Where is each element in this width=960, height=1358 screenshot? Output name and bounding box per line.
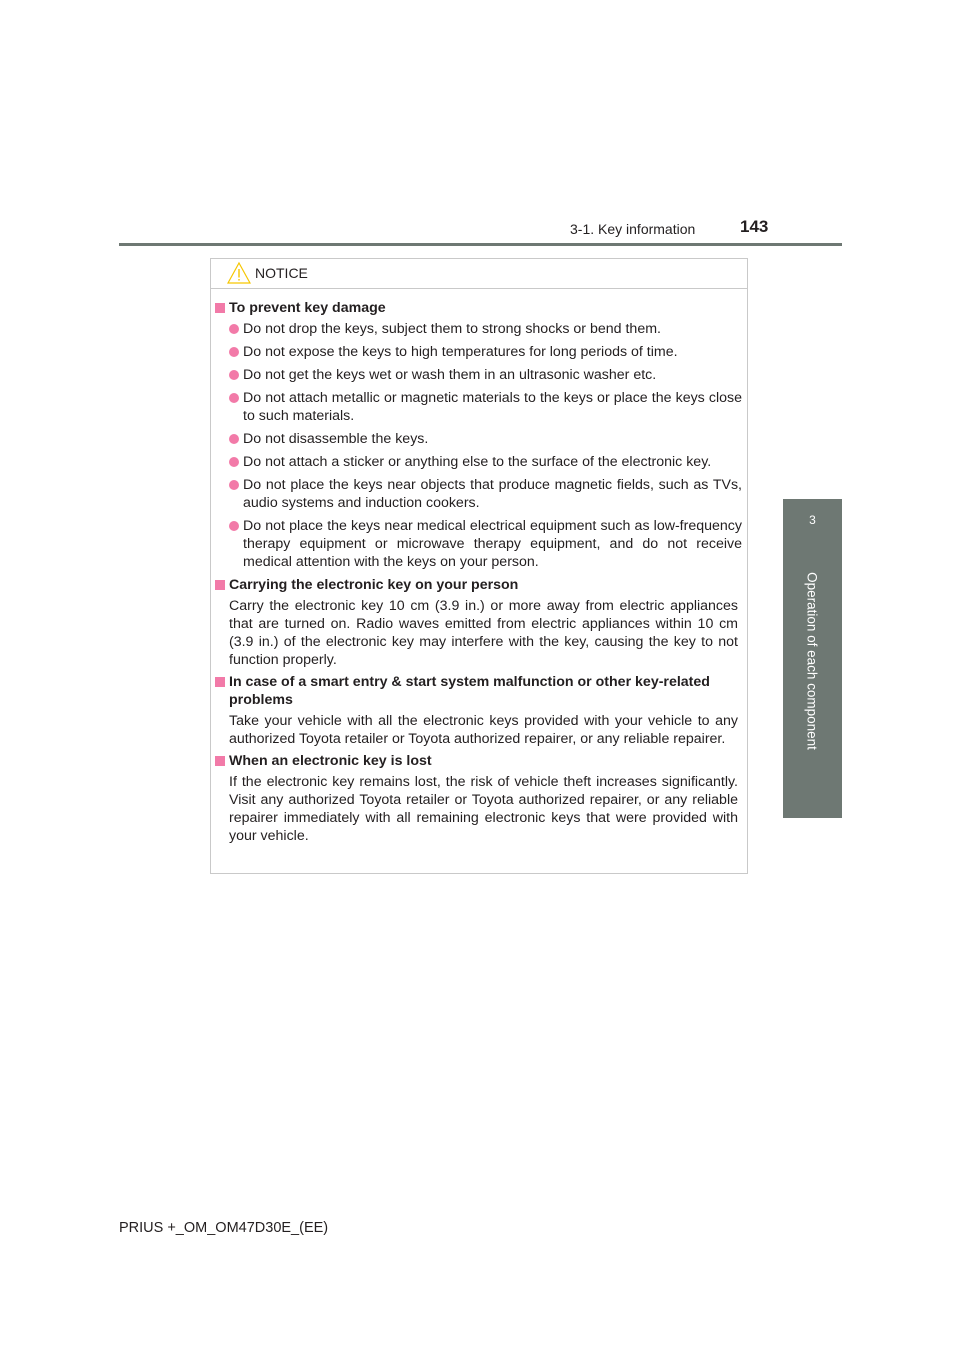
square-bullet-icon bbox=[215, 677, 225, 687]
circle-bullet-icon bbox=[229, 347, 239, 357]
notice-section bbox=[211, 752, 747, 770]
list-item: Do not attach metallic or magnetic materials to the keys or place the keys close to such materials. bbox=[211, 389, 742, 425]
notice-section bbox=[211, 576, 747, 594]
header-divider bbox=[119, 243, 842, 246]
list-item: Do not disassemble the keys. bbox=[211, 430, 742, 448]
square-bullet-icon bbox=[215, 580, 225, 590]
circle-bullet-icon bbox=[229, 457, 239, 467]
list-item: Do not get the keys wet or wash them in an ultrasonic washer etc. bbox=[211, 366, 742, 384]
section-heading: Carrying the electronic key on your person bbox=[211, 576, 742, 594]
circle-bullet-icon bbox=[229, 480, 239, 490]
circle-bullet-icon bbox=[229, 393, 239, 403]
circle-bullet-icon bbox=[229, 434, 239, 444]
list-item: Do not expose the keys to high temperatures for long periods of time. bbox=[211, 343, 742, 361]
circle-bullet-icon bbox=[229, 324, 239, 334]
notice-section bbox=[211, 299, 747, 317]
notice-title: NOTICE bbox=[255, 265, 308, 281]
warning-triangle-icon bbox=[227, 261, 251, 285]
notice-header bbox=[211, 259, 747, 289]
notice-body bbox=[211, 299, 747, 849]
page-number: 143 bbox=[740, 217, 769, 236]
section-text: Take your vehicle with all the electronic keys provided with your vehicle to any authorized Toyota retailer or Toyota authorized repairer, or any reliable repairer. bbox=[229, 713, 738, 747]
section-heading: In case of a smart entry & start system malfunction or other key-related problems bbox=[211, 673, 742, 709]
list-item: Do not place the keys near objects that produce magnetic fields, such as TVs, audio systems and induction cookers. bbox=[211, 476, 742, 512]
section-title: 3-1. Key information bbox=[570, 221, 696, 237]
list-item: Do not attach a sticker or anything else to the surface of the electronic key. bbox=[211, 453, 742, 471]
list-item: Do not drop the keys, subject them to strong shocks or bend them. bbox=[211, 320, 742, 338]
notice-box bbox=[210, 258, 748, 874]
square-bullet-icon bbox=[215, 756, 225, 766]
chapter-title: Operation of each component bbox=[804, 572, 820, 750]
square-bullet-icon bbox=[215, 303, 225, 313]
circle-bullet-icon bbox=[229, 370, 239, 380]
section-heading: When an electronic key is lost bbox=[211, 752, 742, 770]
chapter-number: 3 bbox=[809, 513, 816, 527]
document-code: PRIUS +_OM_OM47D30E_(EE) bbox=[119, 1220, 329, 1236]
section-heading: To prevent key damage bbox=[211, 299, 742, 317]
chapter-tab bbox=[783, 499, 842, 558]
section-text: If the electronic key remains lost, the risk of vehicle theft increases significantly. Visit any authorized Toyota retailer or Toyota authorized repairer, or any reliable repairer immediately with all remaining electronic keys that were provided with your vehicle. bbox=[229, 774, 738, 844]
circle-bullet-icon bbox=[229, 521, 239, 531]
section-text: Carry the electronic key 10 cm (3.9 in.) or more away from electric appliances that are turned on. Radio waves emitted from electric appliances within 10 cm (3.9 in.) of the electronic key may interfere with the key, causing the key to not function properly. bbox=[229, 598, 738, 668]
notice-section bbox=[211, 673, 747, 709]
list-item: Do not place the keys near medical electrical equipment such as low-frequency therapy equipment or microwave therapy equipment, and do not receive medical attention with the keys on your person. bbox=[211, 517, 742, 571]
